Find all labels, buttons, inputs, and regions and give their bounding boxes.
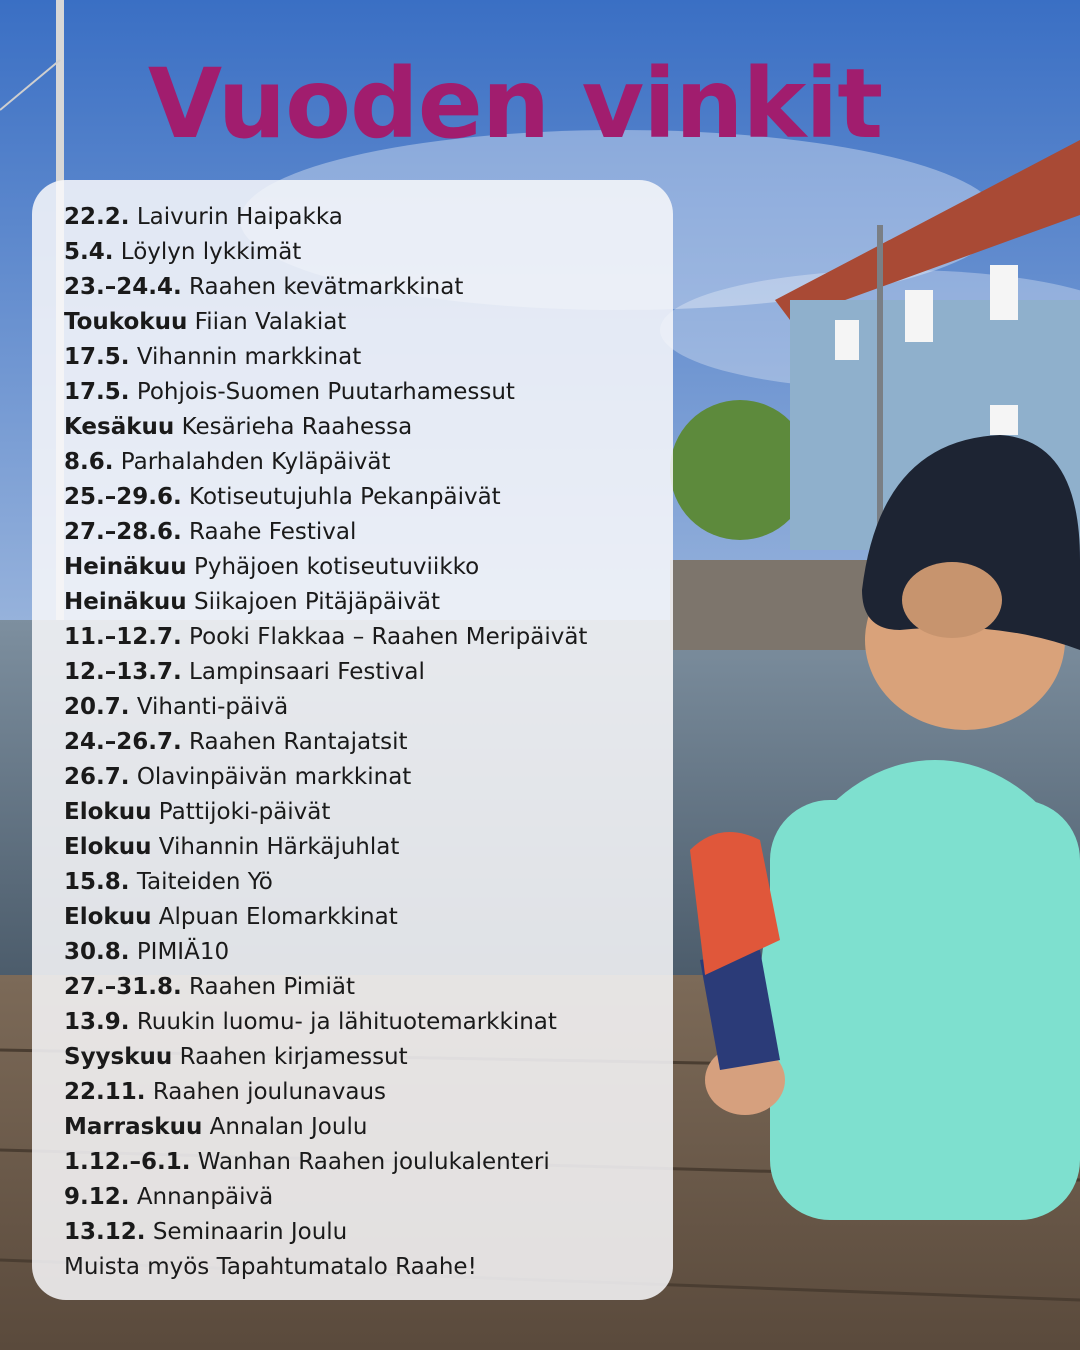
event-item [64, 935, 673, 970]
event-name: Vihannin markkinat [136, 344, 362, 370]
event-name: Löylyn lykkimät [120, 239, 302, 265]
event-date: 8.6. [64, 449, 114, 475]
event-name: Pyhäjoen kotiseutuviikko [193, 554, 480, 580]
event-name: Raahen Pimiät [189, 974, 355, 1000]
event-date: Toukokuu [64, 309, 188, 335]
event-name: Raahe Festival [189, 519, 357, 545]
event-date: Elokuu [64, 834, 152, 860]
event-name: Ruukin luomu- ja lähituotemarkkinat [136, 1009, 557, 1035]
event-date: 22.11. [64, 1079, 146, 1105]
event-item [64, 1215, 673, 1250]
event-name: Laivurin Haipakka [136, 204, 343, 230]
event-name: Fiian Valakiat [194, 309, 347, 335]
event-item [64, 620, 673, 655]
event-date: 23.–24.4. [64, 274, 182, 300]
event-date: 1.12.–6.1. [64, 1149, 191, 1175]
event-item [64, 550, 673, 585]
event-item [64, 795, 673, 830]
event-item [64, 235, 673, 270]
event-item [64, 900, 673, 935]
event-name: Kesärieha Raahessa [181, 414, 413, 440]
event-item [64, 865, 673, 900]
event-date: Heinäkuu [64, 554, 187, 580]
event-item [64, 1110, 673, 1145]
event-item [64, 690, 673, 725]
event-name: Pattijoki-päivät [158, 799, 331, 825]
event-date: 17.5. [64, 379, 130, 405]
event-date: 11.–12.7. [64, 624, 182, 650]
event-item [64, 1040, 673, 1075]
event-item [64, 200, 673, 235]
event-item [64, 1145, 673, 1180]
event-item [64, 970, 673, 1005]
event-name: Lampinsaari Festival [189, 659, 425, 685]
event-item [64, 1005, 673, 1040]
event-name: Seminaarin Joulu [152, 1219, 348, 1245]
footer-note: Muista myös Tapahtumatalo Raahe! [64, 1254, 477, 1280]
event-name: Wanhan Raahen joulukalenteri [197, 1149, 550, 1175]
event-date: Marraskuu [64, 1114, 203, 1140]
event-date: 26.7. [64, 764, 130, 790]
event-name: Siikajoen Pitäjäpäivät [193, 589, 441, 615]
event-name: Raahen joulunavaus [152, 1079, 387, 1105]
event-name: Vihannin Härkäjuhlat [158, 834, 400, 860]
event-name: Pooki Flakkaa – Raahen Meripäivät [189, 624, 588, 650]
event-item [64, 410, 673, 445]
event-name: Annanpäivä [136, 1184, 274, 1210]
event-date: 17.5. [64, 344, 130, 370]
event-date: Syyskuu [64, 1044, 173, 1070]
event-date: 24.–26.7. [64, 729, 182, 755]
event-item [64, 725, 673, 760]
event-item [64, 760, 673, 795]
event-date: 25.–29.6. [64, 484, 182, 510]
page-title: Vuoden vinkit [147, 48, 883, 160]
event-item [64, 340, 673, 375]
event-date: 5.4. [64, 239, 114, 265]
event-date: 27.–31.8. [64, 974, 182, 1000]
event-date: Elokuu [64, 799, 152, 825]
event-date: 20.7. [64, 694, 130, 720]
event-name: Raahen kirjamessut [179, 1044, 408, 1070]
event-name: Alpuan Elomarkkinat [158, 904, 398, 930]
events-list [64, 200, 673, 1250]
event-name: Vihanti-päivä [136, 694, 289, 720]
event-item [64, 655, 673, 690]
event-name: Raahen kevätmarkkinat [189, 274, 464, 300]
event-date: 15.8. [64, 869, 130, 895]
event-date: 27.–28.6. [64, 519, 182, 545]
event-item [64, 515, 673, 550]
event-item [64, 830, 673, 865]
event-item [64, 480, 673, 515]
event-name: Raahen Rantajatsit [189, 729, 408, 755]
event-date: Heinäkuu [64, 589, 187, 615]
event-item [64, 585, 673, 620]
event-name: Annalan Joulu [209, 1114, 368, 1140]
event-date: 9.12. [64, 1184, 130, 1210]
event-name: Olavinpäivän markkinat [136, 764, 412, 790]
event-item [64, 1075, 673, 1110]
event-date: 13.9. [64, 1009, 130, 1035]
event-item [64, 375, 673, 410]
event-name: Taiteiden Yö [136, 869, 273, 895]
event-date: Elokuu [64, 904, 152, 930]
event-item [64, 305, 673, 340]
event-date: 12.–13.7. [64, 659, 182, 685]
event-item [64, 270, 673, 305]
event-name: Kotiseutujuhla Pekanpäivät [189, 484, 501, 510]
event-date: 30.8. [64, 939, 130, 965]
event-date: Kesäkuu [64, 414, 175, 440]
event-name: PIMIÄ10 [136, 939, 230, 965]
event-name: Parhalahden Kyläpäivät [120, 449, 391, 475]
event-item [64, 445, 673, 480]
event-date: 22.2. [64, 204, 130, 230]
events-card [32, 180, 673, 1300]
event-name: Pohjois-Suomen Puutarhamessut [136, 379, 515, 405]
event-date: 13.12. [64, 1219, 146, 1245]
event-item [64, 1180, 673, 1215]
